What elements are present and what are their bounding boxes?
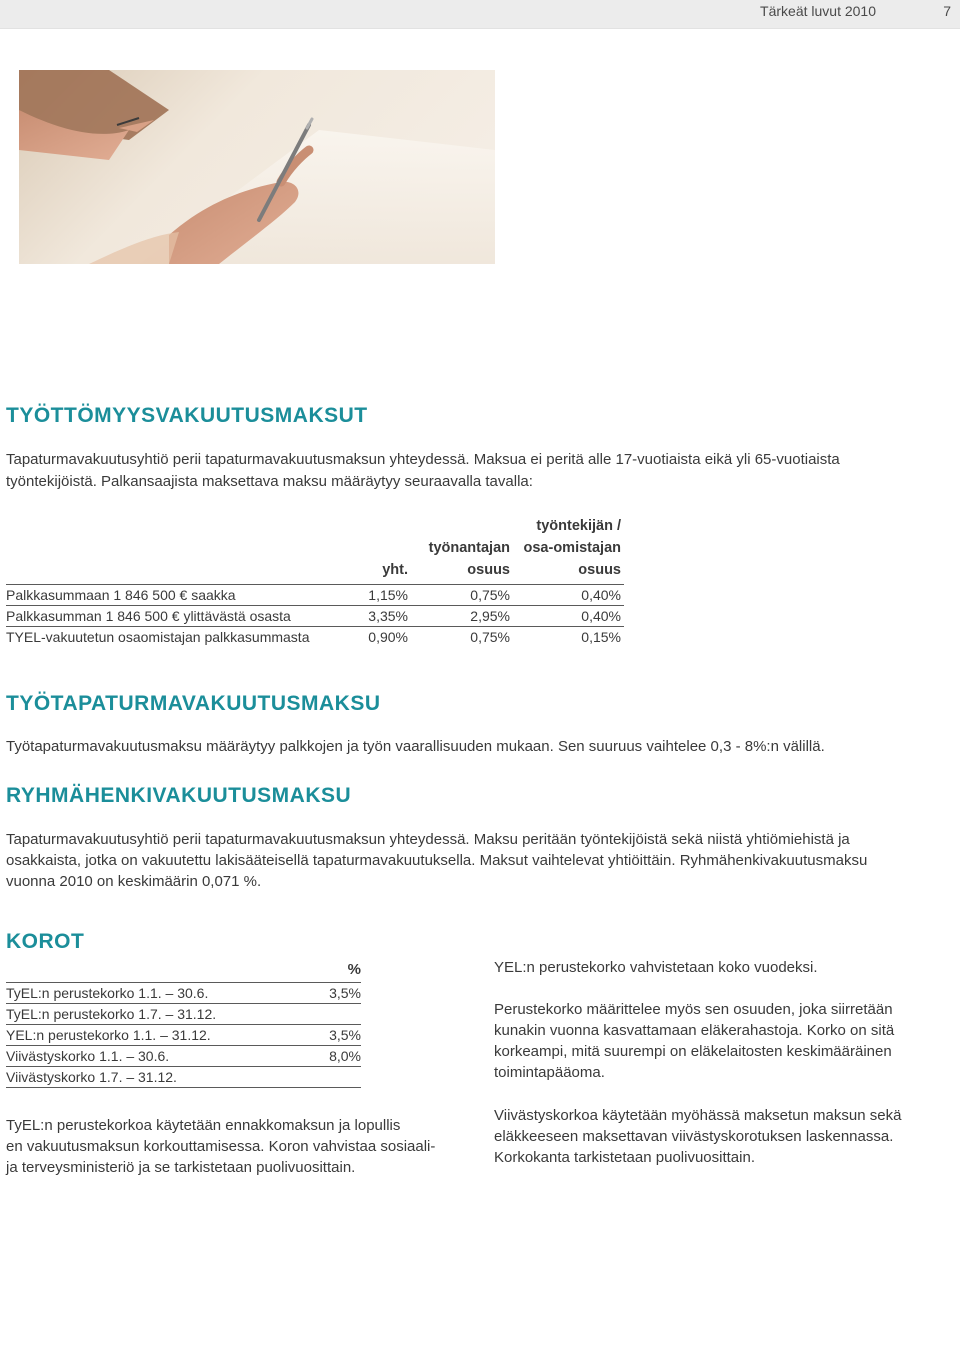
row-employer: 0,75% xyxy=(470,629,510,645)
table-row xyxy=(6,1004,361,1025)
interest-right-p2-line-1: Perustekorko määrittelee myös sen osuuden, joka siirretään xyxy=(494,1001,893,1018)
row-employer: 0,75% xyxy=(470,587,510,603)
group-life-line-2: osakkaista, jotka on vakuutettu lakisääteisellä tapaturmavakuutuksella. Maksut vaihtelevat yhtiöittäin. Ryhmähenkivakuutusmaksu xyxy=(6,852,868,869)
rate-label: Viivästyskorko 1.7. – 31.12. xyxy=(6,1069,177,1085)
row-total: 0,90% xyxy=(368,629,408,645)
section-title-occupational-accident: TYÖTAPATURMAVAKUUTUSMAKSU xyxy=(6,692,381,715)
interest-table xyxy=(6,960,361,1088)
running-title: Tärkeät luvut 2010 xyxy=(760,3,876,19)
header-employer-line-1: työnantajan xyxy=(428,540,510,556)
interest-left-note-line-2: en vakuutusmaksun korkouttamisessa. Koron vahvistaa sosiaali- xyxy=(6,1138,436,1155)
row-total: 3,35% xyxy=(368,608,408,624)
row-employee: 0,40% xyxy=(581,587,621,603)
section-title-unemployment: TYÖTTÖMYYSVAKUUTUSMAKSUT xyxy=(6,404,368,427)
row-label: Palkkasumman 1 846 500 € ylittävästä osasta xyxy=(6,608,291,624)
page-number: 7 xyxy=(943,3,951,19)
row-employer: 2,95% xyxy=(470,608,510,624)
header-employee-line-2: osa-omistajan xyxy=(523,540,621,556)
row-label: TYEL-vakuutetun osaomistajan palkkasummasta xyxy=(6,629,310,645)
unemployment-intro-line-2: työntekijöistä. Palkansaajista maksettava maksu määräytyy seuraavalla tavalla: xyxy=(6,473,533,490)
table-row xyxy=(6,1025,361,1046)
rate-value: 8,0% xyxy=(329,1048,361,1064)
table-row xyxy=(6,1046,361,1067)
hero-photo xyxy=(19,70,495,264)
unemployment-intro-line-1: Tapaturmavakuutusyhtiö perii tapaturmavakuutusmaksun yhteydessä. Maksua ei peritä alle 17-vuotiaista eikä yli 65-vuotiaista xyxy=(6,451,840,468)
interest-right-p3-line-2: eläkkeeseen maksettavan viivästyskorotuksen laskennassa. xyxy=(494,1128,894,1145)
interest-table-header xyxy=(6,960,361,983)
row-employee: 0,40% xyxy=(581,608,621,624)
header-total: yht. xyxy=(382,562,408,578)
header-employee-line-3: osuus xyxy=(578,562,621,578)
unemployment-table-header xyxy=(6,518,624,585)
group-life-line-3: vuonna 2010 on keskimäärin 0,071 %. xyxy=(6,873,262,890)
header-employee-line-1: työntekijän / xyxy=(536,518,621,534)
table-row xyxy=(6,585,624,606)
row-total: 1,15% xyxy=(368,587,408,603)
rate-label: Viivästyskorko 1.1. – 30.6. xyxy=(6,1048,170,1064)
section-title-interest: KOROT xyxy=(6,930,85,953)
interest-left-note-line-1: TyEL:n perustekorkoa käytetään ennakkomaksun ja lopullis xyxy=(6,1117,401,1134)
interest-right-p3-line-1: Viivästyskorkoa käytetään myöhässä maksetun maksun sekä xyxy=(494,1107,902,1124)
section-title-group-life: RYHMÄHENKIVAKUUTUSMAKSU xyxy=(6,784,352,807)
rate-label: YEL:n perustekorko 1.1. – 31.12. xyxy=(6,1027,211,1043)
rate-label: TyEL:n perustekorko 1.1. – 30.6. xyxy=(6,985,209,1001)
rate-label: TyEL:n perustekorko 1.7. – 31.12. xyxy=(6,1006,217,1022)
unit-header: % xyxy=(347,961,361,978)
interest-right-p2-line-3: korkeampi, mitä suurempi on eläkelaitosten keskimääräinen xyxy=(494,1043,892,1060)
interest-right-p2-line-2: kunakin vuonna kasvattamaan eläkerahastoja. Korko on sitä xyxy=(494,1022,895,1039)
group-life-line-1: Tapaturmavakuutusyhtiö perii tapaturmavakuutusmaksun yhteydessä. Maksu peritään työntekijöistä sekä niistä yhtiömiehistä ja xyxy=(6,831,850,848)
table-row xyxy=(6,606,624,627)
occupational-accident-text: Työtapaturmavakuutusmaksu määräytyy palkkojen ja työn vaarallisuuden mukaan. Sen suuruus vaihtelee 0,3 - 8%:n välillä. xyxy=(6,738,825,755)
row-label: Palkkasummaan 1 846 500 € saakka xyxy=(6,587,236,603)
header-employer-line-2: osuus xyxy=(467,562,510,578)
table-row xyxy=(6,627,624,647)
rate-value: 3,5% xyxy=(329,985,361,1001)
table-row xyxy=(6,983,361,1004)
unemployment-table xyxy=(6,518,624,647)
interest-right-paragraph-1: YEL:n perustekorko vahvistetaan koko vuodeksi. xyxy=(494,959,818,976)
row-employee: 0,15% xyxy=(581,629,621,645)
interest-right-p2-line-4: toimintapääoma. xyxy=(494,1064,605,1081)
interest-right-p3-line-3: Korkokanta tarkistetaan puolivuosittain. xyxy=(494,1149,755,1166)
table-row xyxy=(6,1067,361,1088)
page-header xyxy=(0,0,960,29)
rate-value: 3,5% xyxy=(329,1027,361,1043)
interest-left-note-line-3: ja terveysministeriö ja se tarkistetaan puolivuosittain. xyxy=(6,1159,356,1176)
